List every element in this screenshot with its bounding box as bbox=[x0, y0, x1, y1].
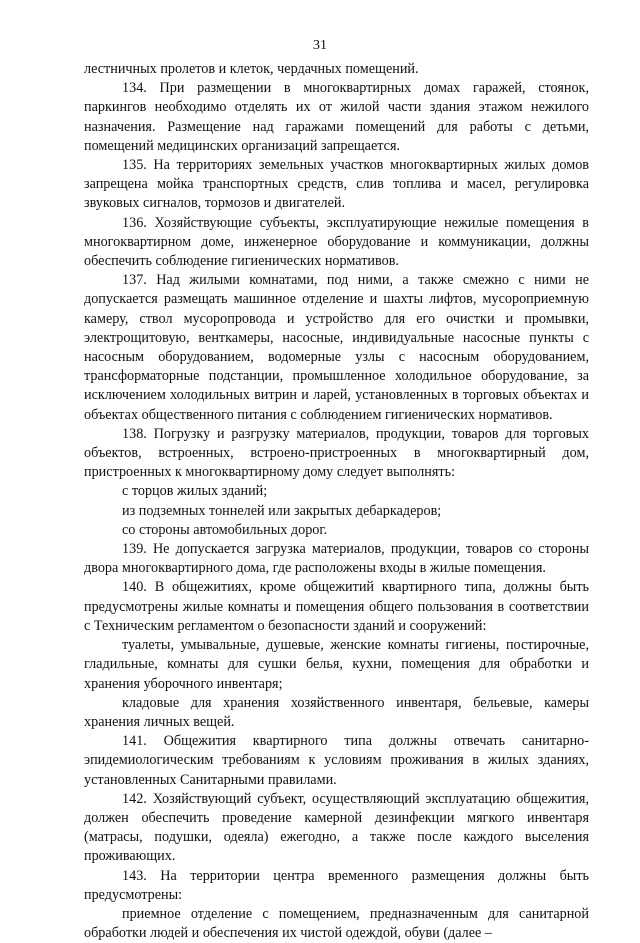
paragraph-138: 138. Погрузку и разгрузку материалов, продукции, товаров для торговых объектов, встроенных, встроено-пристроенных в многоквартирный дом, пристроенных к многоквартирному дому следует выполнять: bbox=[84, 425, 589, 481]
paragraph-continuation: лестничных пролетов и клеток, чердачных помещений. bbox=[84, 61, 419, 77]
paragraph-137: 137. Над жилыми комнатами, под ними, а также смежно с ними не допускается размещать машинное отделение и шахты лифтов, мусороприемную камеру, ствол мусоропровода и устройство для его очистки и промывки, электрощитовую, венткамеры, насосные, индивидуальные насосные пункты с насосным оборудованием, водомерные узлы с насосным оборудованием, трансформаторные подстанции, промышленное холодильное оборудование, за исключением холодильных витрин и ларей, установленных в торговых объектах и объектах общественного питания с соблюдением гигиенических нормативов. bbox=[84, 272, 589, 423]
list-item-138-1: с торцов жилых зданий; bbox=[122, 483, 268, 500]
list-item-143-1: приемное отделение с помещением, предназначенным для санитарной обработки людей и обеспечения их чистой одеждой, обуви (далее – bbox=[84, 905, 589, 942]
paragraph-134: 134. При размещении в многоквартирных домах гаражей, стоянок, паркингов необходимо отделять их от жилой части здания этажом нежилого назначения. Размещение над гаражами помещений для работы с детьми, помещений медицинских организаций запрещается. bbox=[84, 80, 589, 154]
paragraph-141: 141. Общежития квартирного типа должны отвечать санитарно-эпидемиологическим требованиям к условиям проживания в жилых зданиях, установленных Санитарными правилами. bbox=[84, 733, 589, 788]
list-item-140-2: кладовые для хранения хозяйственного инвентаря, бельевые, камеры хранения личных вещей. bbox=[84, 694, 589, 730]
paragraph-142: 142. Хозяйствующий субъект, осуществляющий эксплуатацию общежития, должен обеспечить проведение камерной дезинфекции мягкого инвентаря (матрасы, подушки, одеяла) ежегодно, а также после каждого выселения проживающих. bbox=[84, 790, 589, 865]
paragraph-140: 140. В общежитиях, кроме общежитий квартирного типа, должны быть предусмотрены жилые комнаты и помещения общего пользования в соответствии с Техническим регламентом о безопасности зданий и сооружений: bbox=[84, 579, 589, 634]
paragraph-143: 143. На территории центра временного размещения должны быть предусмотрены: bbox=[84, 867, 589, 903]
paragraph-135: 135. На территориях земельных участков многоквартирных жилых домов запрещена мойка транспортных средств, слив топлива и масел, регулировка звуковых сигналов, тормозов и двигателей. bbox=[84, 157, 589, 212]
list-item-138-2: из подземных тоннелей или закрытых дебаркадеров; bbox=[122, 502, 442, 519]
paragraph-139: 139. Не допускается загрузка материалов, продукции, товаров со стороны двора многоквартирного дома, где расположены входы в жилые помещения. bbox=[84, 541, 589, 577]
paragraph-136: 136. Хозяйствующие субъекты, эксплуатирующие нежилые помещения в многоквартирном доме, инженерное оборудование и коммуникации, должны обеспечить соблюдение гигиенических нормативов. bbox=[84, 214, 589, 270]
document-body bbox=[84, 60, 589, 943]
page-number: 31 bbox=[313, 38, 327, 53]
list-item-140-1: туалеты, умывальные, душевые, женские комнаты гигиены, постирочные, гладильные, комнаты для сушки белья, кухни, помещения для обработки и хранения уборочного инвентаря; bbox=[84, 637, 589, 692]
list-item-138-3: со стороны автомобильных дорог. bbox=[122, 521, 328, 538]
